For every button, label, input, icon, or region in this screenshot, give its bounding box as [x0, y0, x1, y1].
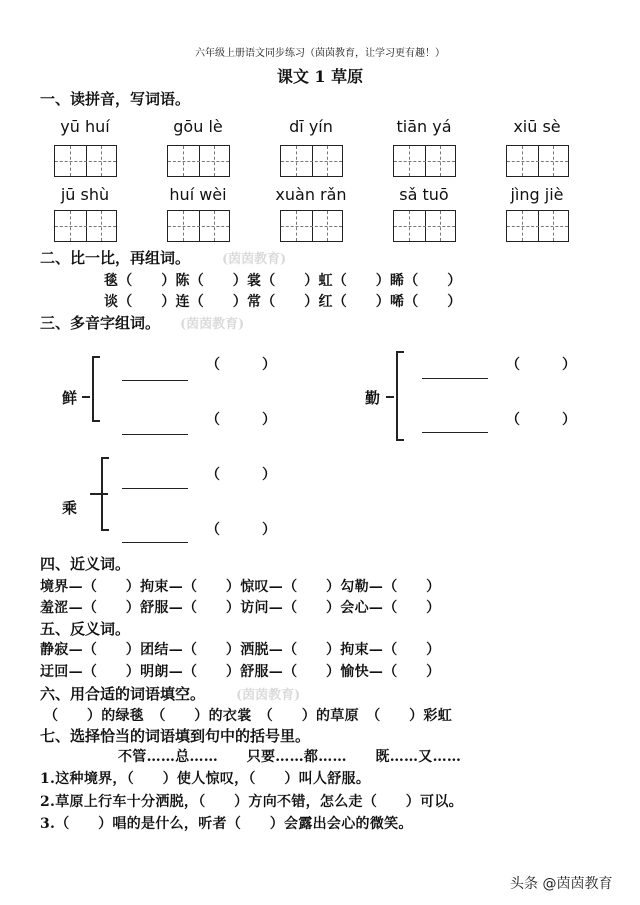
polyphone-char-qin: 勤 — [365, 389, 381, 407]
pinyin-4: tiān yá — [396, 117, 452, 136]
writing-grid[interactable] — [167, 210, 230, 242]
answer-line[interactable] — [122, 434, 188, 435]
writing-grid[interactable] — [280, 145, 343, 177]
pinyin-1: yū huí — [60, 117, 110, 136]
answer-line[interactable] — [122, 542, 188, 543]
footer-credit: 头条 @茵茵教育 — [510, 876, 613, 892]
writing-grid[interactable] — [167, 145, 230, 177]
pinyin-2: gōu lè — [173, 117, 223, 136]
brace-stub — [82, 396, 90, 398]
watermark: (茵茵教育) — [222, 252, 287, 267]
fill-in-line: （ ）的绿毯 （ ）的衣裳 （ ）的草原 （ ）彩虹 — [44, 708, 452, 724]
option-words: 不管……总…… 只要……都…… 既……又…… — [118, 749, 462, 765]
section1-heading: 一、读拼音，写词语。 — [40, 90, 191, 108]
section3-heading: 三、多音字组词。 — [40, 314, 161, 332]
watermark: (茵茵教育) — [236, 688, 301, 703]
watermark: (茵茵教育) — [180, 317, 245, 332]
writing-grid[interactable] — [393, 145, 456, 177]
writing-grid[interactable] — [54, 145, 117, 177]
section6-heading: 六、用合适的词语填空。 — [40, 685, 206, 703]
answer-line[interactable] — [422, 378, 488, 379]
pinyin-7: huí wèi — [169, 185, 227, 204]
question-2: 2.草原上行车十分洒脱，（ ）方向不错，怎么走（ ）可以。 — [40, 794, 463, 810]
brace — [92, 356, 100, 422]
section7-heading: 七、选择恰当的词语填到句中的括号里。 — [40, 727, 311, 745]
pinyin-3: dī yín — [289, 117, 333, 136]
compare-row-2: 谈（ ）连（ ）常（ ）红（ ）唏（ ） — [104, 294, 462, 310]
pinyin-9: sǎ tuō — [399, 185, 449, 204]
answer-paren[interactable]: （ ） — [206, 357, 276, 373]
answer-paren[interactable]: （ ） — [206, 467, 276, 483]
answer-line[interactable] — [422, 432, 488, 433]
answer-paren[interactable]: （ ） — [506, 412, 576, 428]
writing-grid[interactable] — [506, 145, 569, 177]
question-1: 1.这种境界，（ ）使人惊叹，（ ）叫人舒服。 — [40, 771, 371, 787]
pinyin-10: jìng jiè — [510, 185, 564, 204]
pinyin-8: xuàn rǎn — [275, 185, 347, 204]
antonym-row-1: 静寂—（ ）团结—（ ）洒脱—（ ）拘束—（ ） — [40, 642, 441, 658]
section4-heading: 四、近义词。 — [40, 555, 131, 573]
answer-paren[interactable]: （ ） — [206, 412, 276, 428]
polyphone-char-cheng: 乘 — [62, 499, 78, 517]
page-subtitle: 六年级上册语文同步练习（茵茵教育，让学习更有趣！） — [195, 48, 445, 59]
writing-grid[interactable] — [393, 210, 456, 242]
writing-grid[interactable] — [506, 210, 569, 242]
section2-heading: 二、比一比，再组词。 — [40, 249, 191, 267]
brace — [396, 351, 404, 441]
question-3: 3.（ ）唱的是什么，听者（ ）会露出会心的微笑。 — [40, 816, 413, 832]
brace — [101, 457, 109, 531]
polyphone-char-xian: 鲜 — [62, 389, 78, 407]
writing-grid[interactable] — [54, 210, 117, 242]
page-title: 课文 1 草原 — [276, 67, 364, 86]
answer-line[interactable] — [122, 488, 188, 489]
answer-paren[interactable]: （ ） — [206, 522, 276, 538]
answer-paren[interactable]: （ ） — [506, 357, 576, 373]
pinyin-5: xiū sè — [513, 117, 561, 136]
antonym-row-2: 迂回—（ ）明朗—（ ）舒服—（ ）愉快—（ ） — [40, 664, 441, 680]
pinyin-6: jū shù — [60, 185, 110, 204]
brace-stub — [386, 396, 394, 398]
writing-grid[interactable] — [280, 210, 343, 242]
answer-line[interactable] — [122, 380, 188, 381]
compare-row-1: 毯（ ）陈（ ）裳（ ）虹（ ）睎（ ） — [104, 273, 462, 289]
section5-heading: 五、反义词。 — [40, 620, 131, 638]
synonym-row-2: 羞涩—（ ）舒服—（ ）访问—（ ）会心—（ ） — [40, 600, 441, 616]
synonym-row-1: 境界—（ ）拘束—（ ）惊叹—（ ）勾勒—（ ） — [40, 579, 441, 595]
